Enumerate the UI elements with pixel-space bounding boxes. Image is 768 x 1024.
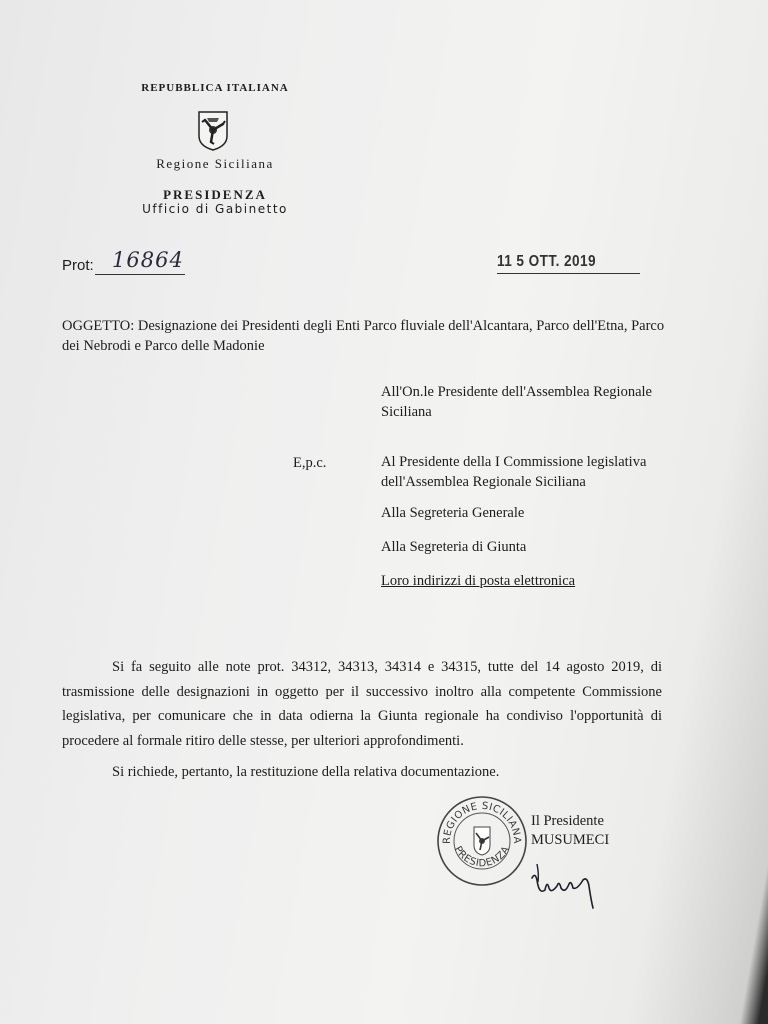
region-name: Regione Siciliana xyxy=(156,156,274,171)
office-name: PRESIDENZA xyxy=(163,187,267,202)
official-seal-icon xyxy=(436,795,528,887)
seal-top-text: REGIONE SICILIANA xyxy=(441,800,523,845)
department-name: Ufficio di Gabinetto xyxy=(142,202,288,216)
trinacria-emblem-icon xyxy=(197,110,229,152)
signatory-title: Il Presidente xyxy=(531,813,604,829)
recipient-cc-email: Loro indirizzi di posta elettronica xyxy=(381,573,576,589)
handwritten-signature xyxy=(527,850,607,910)
body-paragraph-1: Si fa seguito alle note prot. 34312, 34313, 34314 e 34315, tutte del 14 agosto 2019, di trasmissione delle designazioni in oggetto per il successivo inoltro alla competente Commissione legislativa, per comunicare che in data odierna la Giunta regionale ha condiviso l'opportunità di procedere al formale ritiro delle stesse, per ulteriori approfondimenti. xyxy=(62,659,662,749)
seal-bottom-text: PRESIDENZA xyxy=(451,844,513,870)
subject-line: OGGETTO: Designazione dei Presidenti degli Enti Parco fluviale dell'Alcantara, Parco dell'Etna, Parco dei Nebrodi e Parco delle Madonie xyxy=(62,318,665,354)
recipient-cc-commission: Al Presidente della I Commissione legislativa dell'Assemblea Regionale Siciliana xyxy=(381,454,647,490)
recipient-cc-segreteria-giunta: Alla Segreteria di Giunta xyxy=(381,539,527,555)
date-underline xyxy=(497,273,640,274)
date-stamp: 11 5 OTT. 2019 xyxy=(497,253,596,270)
protocol-underline xyxy=(95,274,185,275)
protocol-number: 16864 xyxy=(112,248,184,272)
republic-heading: REPUBBLICA ITALIANA xyxy=(141,82,289,94)
signatory-name: MUSUMECI xyxy=(531,832,610,848)
body-paragraph-2: Si richiede, pertanto, la restituzione della relativa documentazione. xyxy=(112,764,500,780)
protocol-label: Prot: xyxy=(62,257,94,274)
cc-label: E,p.c. xyxy=(293,455,327,471)
recipient-cc-segreteria-generale: Alla Segreteria Generale xyxy=(381,505,525,521)
recipient-main: All'On.le Presidente dell'Assemblea Regionale Siciliana xyxy=(381,384,652,420)
